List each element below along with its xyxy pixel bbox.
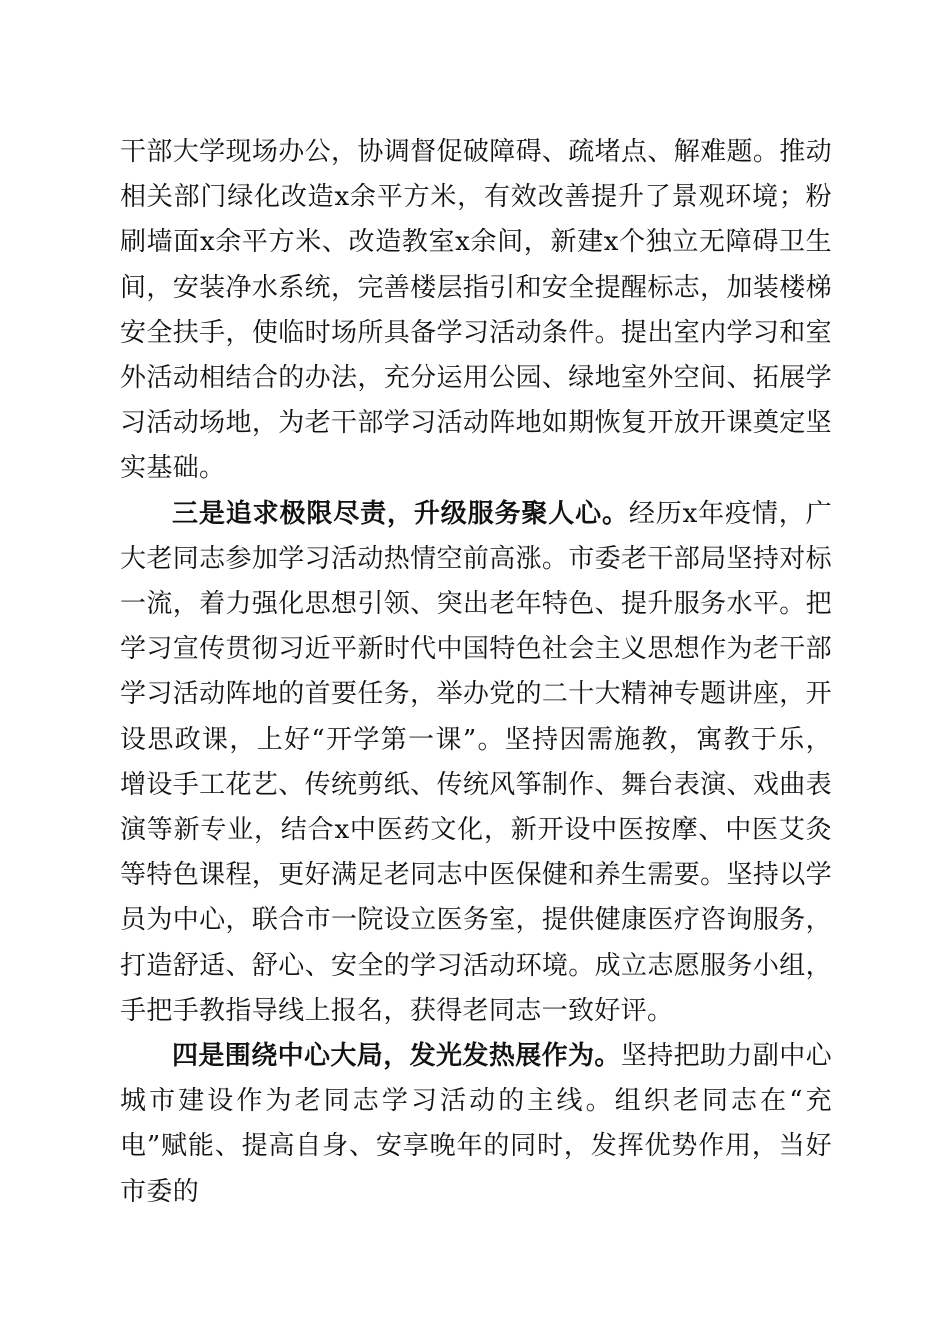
document-body	[120, 130, 832, 1215]
paragraph-continuation	[120, 130, 832, 492]
paragraph-text: 干部大学现场办公，协调督促破障碍、疏堵点、解难题。推动相关部门绿化改造x余平方米，有效改善提升了景观环境；粉刷墙面x余平方米、改造教室x余间，新建x个独立无障碍卫生间，安装净水系统，完善楼层指引和安全提醒标志，加装楼梯安全扶手，使临时场所具备学习活动条件。提出室内学习和室外活动相结合的办法，充分运用公园、绿地室外空间、拓展学习活动场地，为老干部学习活动阵地如期恢复开放开课奠定坚实基础。	[120, 137, 832, 484]
paragraph-section-three	[120, 492, 832, 1034]
paragraph-lead-heading: 四是围绕中心大局，发光发热展作为。	[172, 1041, 621, 1072]
paragraph-section-four	[120, 1034, 832, 1215]
paragraph-text: 坚持把助力副中心城市建设作为老同志学习活动的主线。组织老同志在“充电”赋能、提高自身、安享晚年的同时，发挥优势作用，当好市委的	[120, 1041, 832, 1207]
paragraph-lead-heading: 三是追求极限尽责，升级服务聚人心。	[172, 498, 629, 529]
paragraph-text: 经历x年疫情，广大老同志参加学习活动热情空前高涨。市委老干部局坚持对标一流，着力强化思想引领、突出老年特色、提升服务水平。把学习宣传贯彻习近平新时代中国特色社会主义思想作为老干部学习活动阵地的首要任务，举办党的二十大精神专题讲座，开设思政课，上好“开学第一课”。坚持因需施教，寓教于乐，增设手工花艺、传统剪纸、传统风筝制作、舞台表演、戏曲表演等新专业，结合x中医药文化，新开设中医按摩、中医艾灸等特色课程，更好满足老同志中医保健和养生需要。坚持以学员为中心，联合市一院设立医务室，提供健康医疗咨询服务，打造舒适、舒心、安全的学习活动环境。成立志愿服务小组，手把手教指导线上报名，获得老同志一致好评。	[120, 498, 833, 1026]
